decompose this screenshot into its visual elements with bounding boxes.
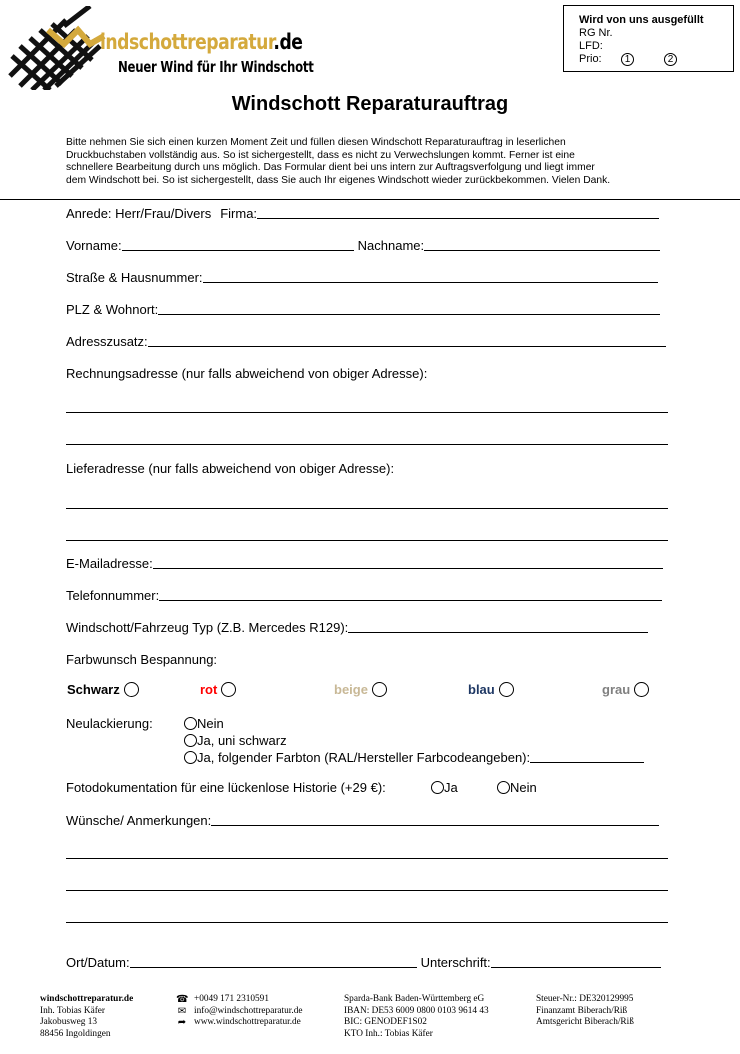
footer-owner: Inh. Tobias Käfer — [40, 1005, 106, 1016]
color-label-beige: beige — [334, 682, 368, 697]
rechnungsadresse-field-2[interactable] — [66, 444, 668, 445]
footer-tax-number: Steuer-Nr.: DE320129995 — [536, 994, 634, 1004]
color-radio-grau[interactable] — [634, 682, 649, 697]
plz-label: PLZ & Wohnort: — [66, 302, 159, 317]
footer-court: Amtsgericht Biberach/Riß — [536, 1017, 634, 1027]
foto-option-nein[interactable] — [497, 780, 537, 795]
color-option-rot[interactable] — [200, 682, 236, 697]
anrede-firma-row — [66, 206, 659, 221]
farbwunsch-label: Farbwunsch Bespannung: — [66, 652, 218, 667]
mail-icon: ✉ — [177, 1005, 187, 1017]
farbcode-field[interactable] — [530, 750, 644, 763]
telefon-field[interactable] — [159, 588, 662, 601]
foto-option-label: Nein — [510, 780, 537, 795]
color-option-schwarz[interactable] — [67, 682, 139, 697]
email-label: E-Mailadresse: — [66, 556, 153, 571]
neulackierung-radio-nein[interactable] — [184, 717, 197, 730]
wuensche-row — [66, 813, 659, 828]
footer-web — [176, 1017, 302, 1029]
footer-bic: BIC: GENODEF1S02 — [344, 1017, 427, 1027]
plz-field[interactable] — [158, 302, 660, 315]
ort-datum-label: Ort/Datum: — [66, 955, 130, 970]
footer-account-holder: KTO Inh.: Tobias Käfer — [344, 1028, 433, 1039]
color-radio-schwarz[interactable] — [124, 682, 139, 697]
neulackierung-option-label: Nein — [197, 716, 224, 731]
ort-datum-field[interactable] — [130, 955, 417, 968]
company-logo — [8, 6, 314, 90]
vorname-field[interactable] — [122, 238, 354, 251]
strasse-label: Straße & Hausnummer: — [66, 270, 203, 285]
foto-option-label: Ja — [444, 780, 458, 795]
header-divider — [0, 199, 740, 200]
color-label-grau: grau — [602, 682, 631, 697]
strasse-row — [66, 270, 658, 285]
footer-city: 88456 Ingoldingen — [40, 1028, 111, 1039]
foto-label: Fotodokumentation für eine lückenlose Historie (+29 €): — [66, 780, 386, 795]
telefon-row — [66, 588, 662, 603]
vorname-label: Vorname: — [66, 238, 122, 253]
neulackierung-option-farbton[interactable] — [184, 750, 644, 765]
lieferadresse-field-2[interactable] — [66, 540, 668, 541]
plz-row — [66, 302, 660, 317]
wuensche-field[interactable] — [211, 813, 659, 826]
color-option-blau[interactable] — [468, 682, 514, 697]
footer-tax-office: Finanzamt Biberach/Riß — [536, 1005, 628, 1016]
footer-contact — [176, 994, 302, 1029]
anrede-label: Anrede: Herr/Frau/Divers — [66, 206, 212, 221]
wuensche-field-3[interactable] — [66, 890, 668, 891]
logo-wordmark: indschottreparatur.de — [100, 30, 303, 54]
neulackierung-label-wrap — [66, 716, 153, 731]
footer-email — [176, 1006, 302, 1018]
email-field[interactable] — [153, 556, 663, 569]
color-radio-rot[interactable] — [221, 682, 236, 697]
color-option-grau[interactable] — [602, 682, 649, 697]
adresszusatz-label: Adresszusatz: — [66, 334, 148, 349]
footer-phone — [176, 994, 302, 1006]
rg-number-label: RG Nr. — [579, 27, 613, 39]
telefon-label: Telefonnummer: — [66, 588, 160, 603]
foto-option-ja[interactable] — [431, 780, 458, 795]
firma-field[interactable] — [257, 206, 659, 219]
footer-email-link[interactable]: info@windschottreparatur.de — [194, 1005, 303, 1016]
adresszusatz-field[interactable] — [148, 334, 666, 347]
footer-tax — [536, 994, 634, 1029]
neulackierung-label: Neulackierung: — [66, 716, 153, 731]
wuensche-label: Wünsche/ Anmerkungen: — [66, 813, 212, 828]
email-row — [66, 556, 663, 571]
color-label-schwarz: Schwarz — [67, 682, 120, 697]
intro-line: Druckbuchstaben vollständig aus. So ist sichergestellt, dass es nicht zu Verwechslungen kommt. Ferner ist eine — [66, 149, 575, 161]
foto-row — [66, 780, 386, 795]
color-radio-blau[interactable] — [499, 682, 514, 697]
signature-row — [66, 955, 661, 970]
adresszusatz-row — [66, 334, 666, 349]
neulackierung-option-label: Ja, folgender Farbton (RAL/Hersteller Farbcodeangeben): — [197, 750, 531, 765]
prio-row — [579, 53, 733, 66]
footer-street: Jakobusweg 13 — [40, 1017, 98, 1027]
strasse-field[interactable] — [203, 270, 658, 283]
name-row — [66, 238, 660, 253]
rechnungsadresse-field-1[interactable] — [66, 412, 668, 413]
neulackierung-option-nein[interactable] — [184, 716, 224, 731]
intro-line: schnellere Bearbeitung durch uns möglich. Das Formular dient bei uns intern zur Auftragsverfolgung und liegt immer — [66, 162, 595, 173]
footer-web-link[interactable]: www.windschottreparatur.de — [194, 1017, 301, 1027]
lieferadresse-label: Lieferadresse (nur falls abweichend von obiger Adresse): — [66, 461, 395, 476]
phone-icon: ☎ — [176, 994, 189, 1005]
rechnungsadresse-row — [66, 366, 427, 381]
fahrzeug-label: Windschott/Fahrzeug Typ (Z.B. Mercedes R129): — [66, 620, 349, 635]
neulackierung-option-label: Ja, uni schwarz — [197, 733, 287, 748]
color-radio-beige[interactable] — [372, 682, 387, 697]
neulackierung-option-schwarz[interactable] — [184, 733, 287, 748]
prio-option-1[interactable]: 1 — [621, 53, 634, 66]
fahrzeug-row — [66, 620, 648, 635]
prio-label: Prio: — [579, 53, 602, 65]
lieferadresse-field-1[interactable] — [66, 508, 668, 509]
lieferadresse-row — [66, 461, 394, 476]
color-option-beige[interactable] — [334, 682, 387, 697]
wuensche-field-2[interactable] — [66, 858, 668, 859]
farbwunsch-row — [66, 652, 217, 667]
internal-use-box — [563, 5, 734, 72]
intro-line: Bitte nehmen Sie sich einen kurzen Moment Zeit und füllen diesen Windschott Reparaturauftrag in leserlichen — [66, 137, 566, 148]
footer-company-name: windschottreparatur.de — [40, 994, 134, 1004]
color-options — [66, 682, 666, 702]
footer-phone-text: +0049 171 2310591 — [194, 994, 269, 1004]
unterschrift-field[interactable] — [491, 955, 661, 968]
footer-company — [40, 994, 133, 1040]
footer-bank — [344, 994, 489, 1040]
footer-bank-name: Sparda-Bank Baden-Württemberg eG — [344, 994, 485, 1004]
firma-label: Firma: — [220, 206, 258, 221]
neulackierung-radio-schwarz[interactable] — [184, 734, 197, 747]
page-title: Windschott Reparaturauftrag — [231, 93, 509, 115]
unterschrift-label: Unterschrift: — [420, 955, 491, 970]
lfd-label: LFD: — [579, 40, 603, 52]
neulackierung-radio-farbton[interactable] — [184, 751, 197, 764]
footer-iban: IBAN: DE53 6009 0800 0103 9614 43 — [344, 1005, 489, 1016]
foto-radio-nein[interactable] — [497, 781, 510, 794]
nachname-field[interactable] — [424, 238, 660, 251]
intro-text — [66, 137, 706, 187]
logo-slogan: Neuer Wind für Ihr Windschott — [118, 58, 314, 76]
prio-option-2[interactable]: 2 — [664, 53, 677, 66]
color-label-rot: rot — [200, 682, 218, 697]
intro-line: dem Windschott bei. So ist sichergestellt, dass Sie auch Ihr eigenes Windschott wieder zurückbekommen. Vielen Dank. — [66, 174, 611, 186]
nachname-label: Nachname: — [357, 238, 425, 253]
wuensche-field-4[interactable] — [66, 922, 668, 923]
internal-box-title: Wird von uns ausgefüllt — [579, 14, 704, 26]
web-icon: ➦ — [177, 1017, 187, 1028]
rechnungsadresse-label: Rechnungsadresse (nur falls abweichend von obiger Adresse): — [66, 366, 428, 381]
color-label-blau: blau — [468, 682, 495, 697]
fahrzeug-field[interactable] — [348, 620, 648, 633]
foto-radio-ja[interactable] — [431, 781, 444, 794]
